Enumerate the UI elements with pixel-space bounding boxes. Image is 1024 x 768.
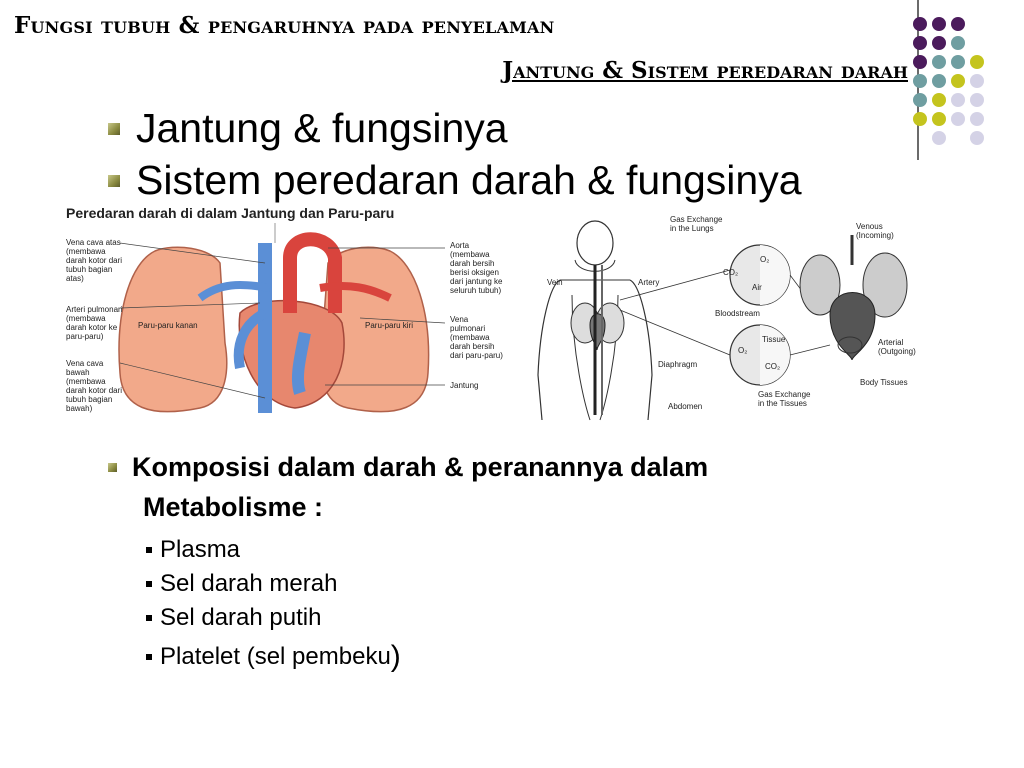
decorative-dot [932,93,946,107]
slide-subtitle: Jantung & Sistem peredaran darah [502,57,908,84]
list-item-text: Platelet (sel pembeku [160,643,391,670]
gas-exchange-diagram [530,205,920,425]
label-vena-cava-bawah: Vena cava bawah (membawa darah kotor dari tubuh bagian bawah) [66,359,123,413]
label-jantung: Jantung [450,381,479,390]
decorative-dot [932,112,946,126]
label-abdomen: Abdomen [668,402,703,411]
label-aorta: Aorta (membawa darah bersih berisi oksigen dari jantung ke seluruh tubuh) [450,241,503,295]
decorative-dot [970,112,984,126]
closing-parenthesis: ) [390,640,401,673]
label-gas-exchange-lungs: Gas Exchange in the Lungs [670,215,723,233]
bullet-heart [108,105,508,152]
label-diaphragm: Diaphragm [658,360,698,369]
decorative-dot [951,17,965,31]
decorative-dot [932,55,946,69]
list-item-text: Plasma [160,536,241,563]
decorative-dot [913,17,927,31]
bullet-square-icon [146,615,152,621]
list-item-sel-darah-putih [146,604,321,632]
decorative-dot [951,36,965,50]
decorative-dot [970,93,984,107]
bullet-square-icon [108,123,120,135]
label-gas-exchange-tissues: Gas Exchange in the Tissues [758,390,811,408]
label-air: Air [752,283,762,292]
label-vein: Vein [547,278,563,287]
section-heading [108,452,708,483]
bullet-text: Jantung & fungsinya [136,105,508,151]
decorative-dot [932,131,946,145]
decorative-dot [970,131,984,145]
decorative-dot [913,55,927,69]
decorative-dot [951,93,965,107]
decorative-dot [913,93,927,107]
list-item-text: Sel darah merah [160,570,338,597]
decorative-dot [970,74,984,88]
list-item-sel-darah-merah [146,570,337,598]
bullet-square-icon [146,547,152,553]
label-paru-kiri: Paru-paru kiri [365,321,414,330]
decorative-dot [913,112,927,126]
bullet-square-icon [146,581,152,587]
label-paru-kanan: Paru-paru kanan [138,321,198,330]
bullet-square-icon [108,175,120,187]
decorative-dot [932,74,946,88]
bullet-square-icon [108,463,117,472]
label-vena-cava-atas: Vena cava atas (membawa darah kotor dari tubuh bagian atas) [66,238,123,283]
label-co2-lungs: CO₂ [723,268,739,277]
decorative-dot [970,55,984,69]
bullet-text: Sistem peredaran darah & fungsinya [136,157,802,203]
label-o2-lungs: O₂ [760,255,770,264]
decorative-dot [951,55,965,69]
slide-title: Fungsi tubuh & pengaruhnya pada penyelaman [14,12,555,39]
label-arteri-pulmonari: Arteri pulmonari (membawa darah kotor ke paru-paru) [66,305,123,341]
decorative-dot [913,36,927,50]
bullet-square-icon [146,654,152,660]
list-item-text: Sel darah putih [160,604,322,631]
label-bloodstream: Bloodstream [715,309,760,318]
decorative-dot [932,36,946,50]
label-tissue: Tissue [762,335,786,344]
section-heading-line2: Metabolisme : [143,492,324,522]
label-artery: Artery [638,278,660,287]
diagram-title: Peredaran darah di dalam Jantung dan Paru-paru [66,205,395,221]
label-arterial: Arterial (Outgoing) [878,338,916,356]
label-o2-tissues: O₂ [738,346,748,355]
decorative-dot [951,112,965,126]
list-item-plasma [146,536,240,564]
decorative-dot [913,74,927,88]
bullet-circulation [108,157,802,204]
section-heading-line1: Komposisi dalam darah & peranannya dalam [132,452,709,482]
heart-lungs-diagram [60,203,510,428]
heart-lungs-illustration [60,203,510,428]
label-body-tissues: Body Tissues [860,378,908,387]
label-co2-tissues: CO₂ [765,362,781,371]
decorative-dot [932,17,946,31]
list-item-platelet [146,640,401,674]
decorative-dot [951,74,965,88]
label-vena-pulmonari: Vena pulmonari (membawa darah bersih dari paru-paru) [450,315,503,360]
label-venous: Venous (Incoming) [856,222,894,240]
